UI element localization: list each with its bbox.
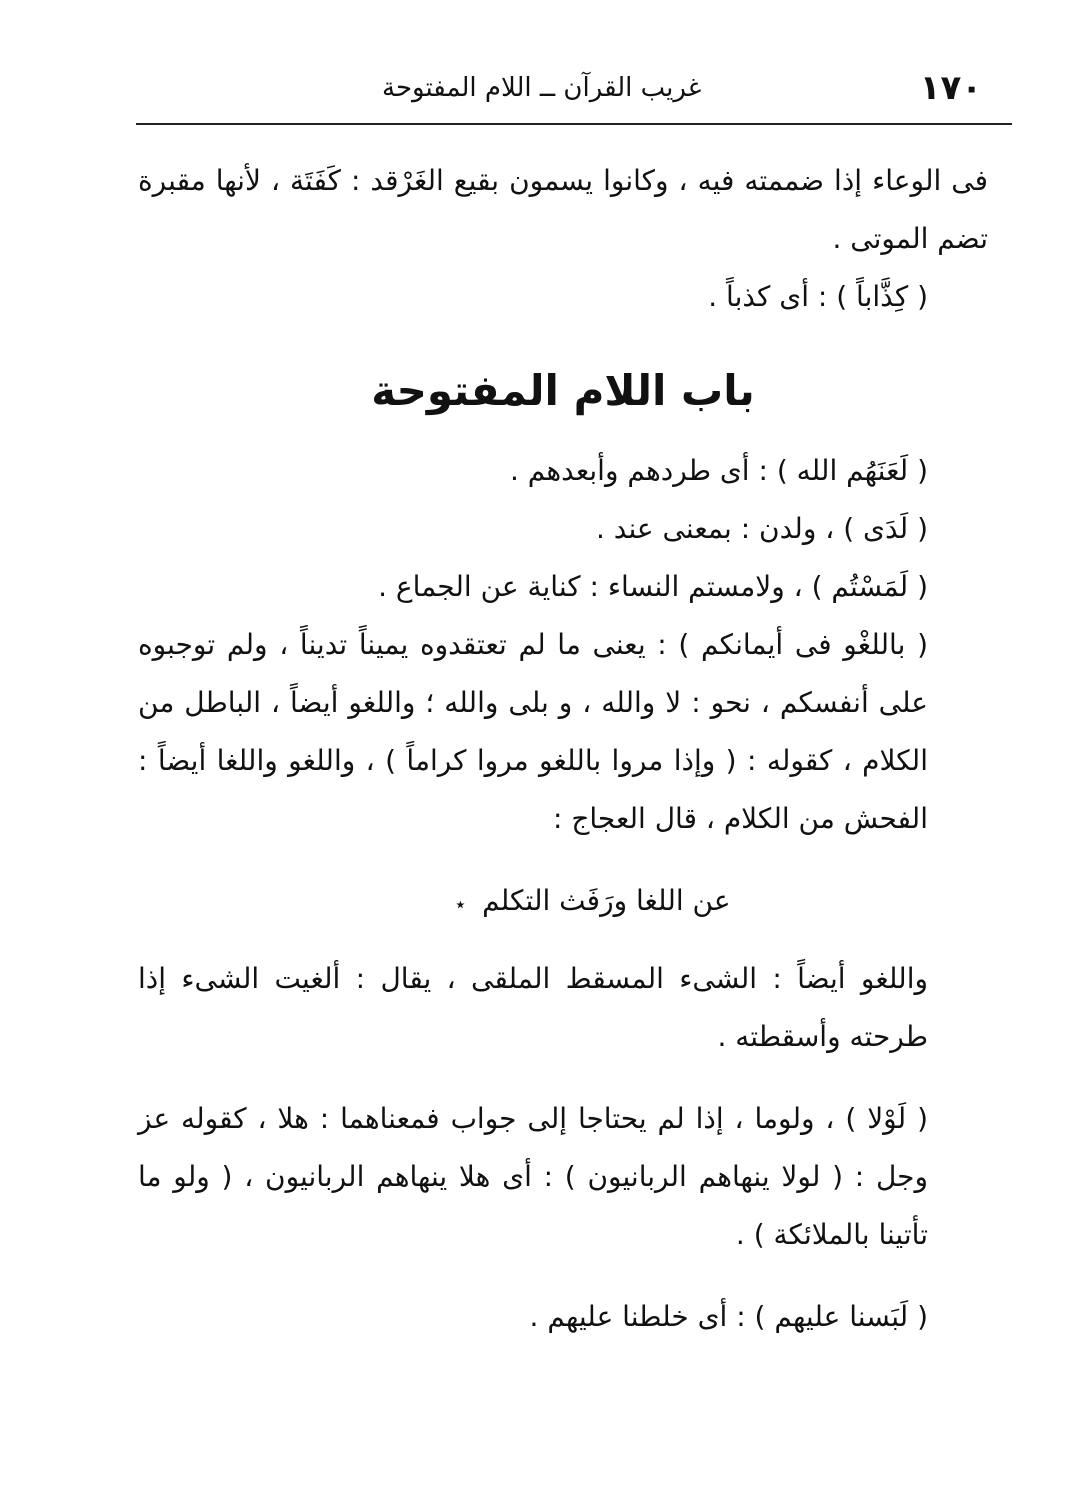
poetry-verse (138, 872, 988, 934)
section-heading: باب اللام المفتوحة (371, 366, 755, 415)
entry-laanahum: ( لَعَنَهُم الله ) : أى طردهم وأبعدهم . (509, 454, 928, 487)
entry-laghw: ( باللغْو فى أيمانكم ) : يعنى ما لم تعتقدوه يميناً تديناً ، ولم توجبوه على أنفسكم ، نحو : لا والله ، و بلى والله ؛ واللغو أيضاً ، الباطل من الكلام ، كقوله : ( وإذا مروا باللغو مروا كراماً ) ، واللغو واللغا أيضاً : الفحش من الكلام ، قال العجاج : (138, 628, 928, 835)
entry-lada: ( لَدَى ) ، ولدن : بمعنى عند . (595, 512, 928, 545)
page-header (150, 66, 982, 110)
entry-kidhdhab: ( كِذَّاباً ) : أى كذباً . (708, 280, 928, 313)
verse-text: عن اللغا ورَفَث التكلم (482, 884, 731, 917)
paragraph-kaft-continuation: فى الوعاء إذا ضممته فيه ، وكانوا يسمون بقيع الغَرْقد : كَفَتَة ، لأنها مقبرة تضم الموتى . (138, 164, 988, 255)
body-text (138, 152, 988, 1346)
entry-lawla: ( لَوْلا ) ، ولوما ، إذا لم يحتاجا إلى جواب فمعناهما : هلا ، كقوله عز وجل : ( لولا ينهاهم الربانيون ) : أى هلا ينهاهم الربانيون ، ( ولو ما تأتينا بالملائكة ) . (138, 1102, 928, 1251)
entry-labasna: ( لَبَسنا عليهم ) : أى خلطنا عليهم . (529, 1300, 928, 1333)
page-number: ١٧٠ (919, 68, 982, 108)
entry-laghw-continued: واللغو أيضاً : الشىء المسقط الملقى ، يقال : ألغيت الشىء إذا طرحته وأسقطته . (138, 962, 928, 1053)
verse-ornament-icon: ٭ (455, 894, 466, 915)
running-title: غريب القرآن ــ اللام المفتوحة (382, 73, 702, 103)
header-rule (136, 123, 1012, 125)
entry-lamastum: ( لَمَسْتُم ) ، ولامستم النساء : كناية عن الجماع . (378, 570, 928, 603)
